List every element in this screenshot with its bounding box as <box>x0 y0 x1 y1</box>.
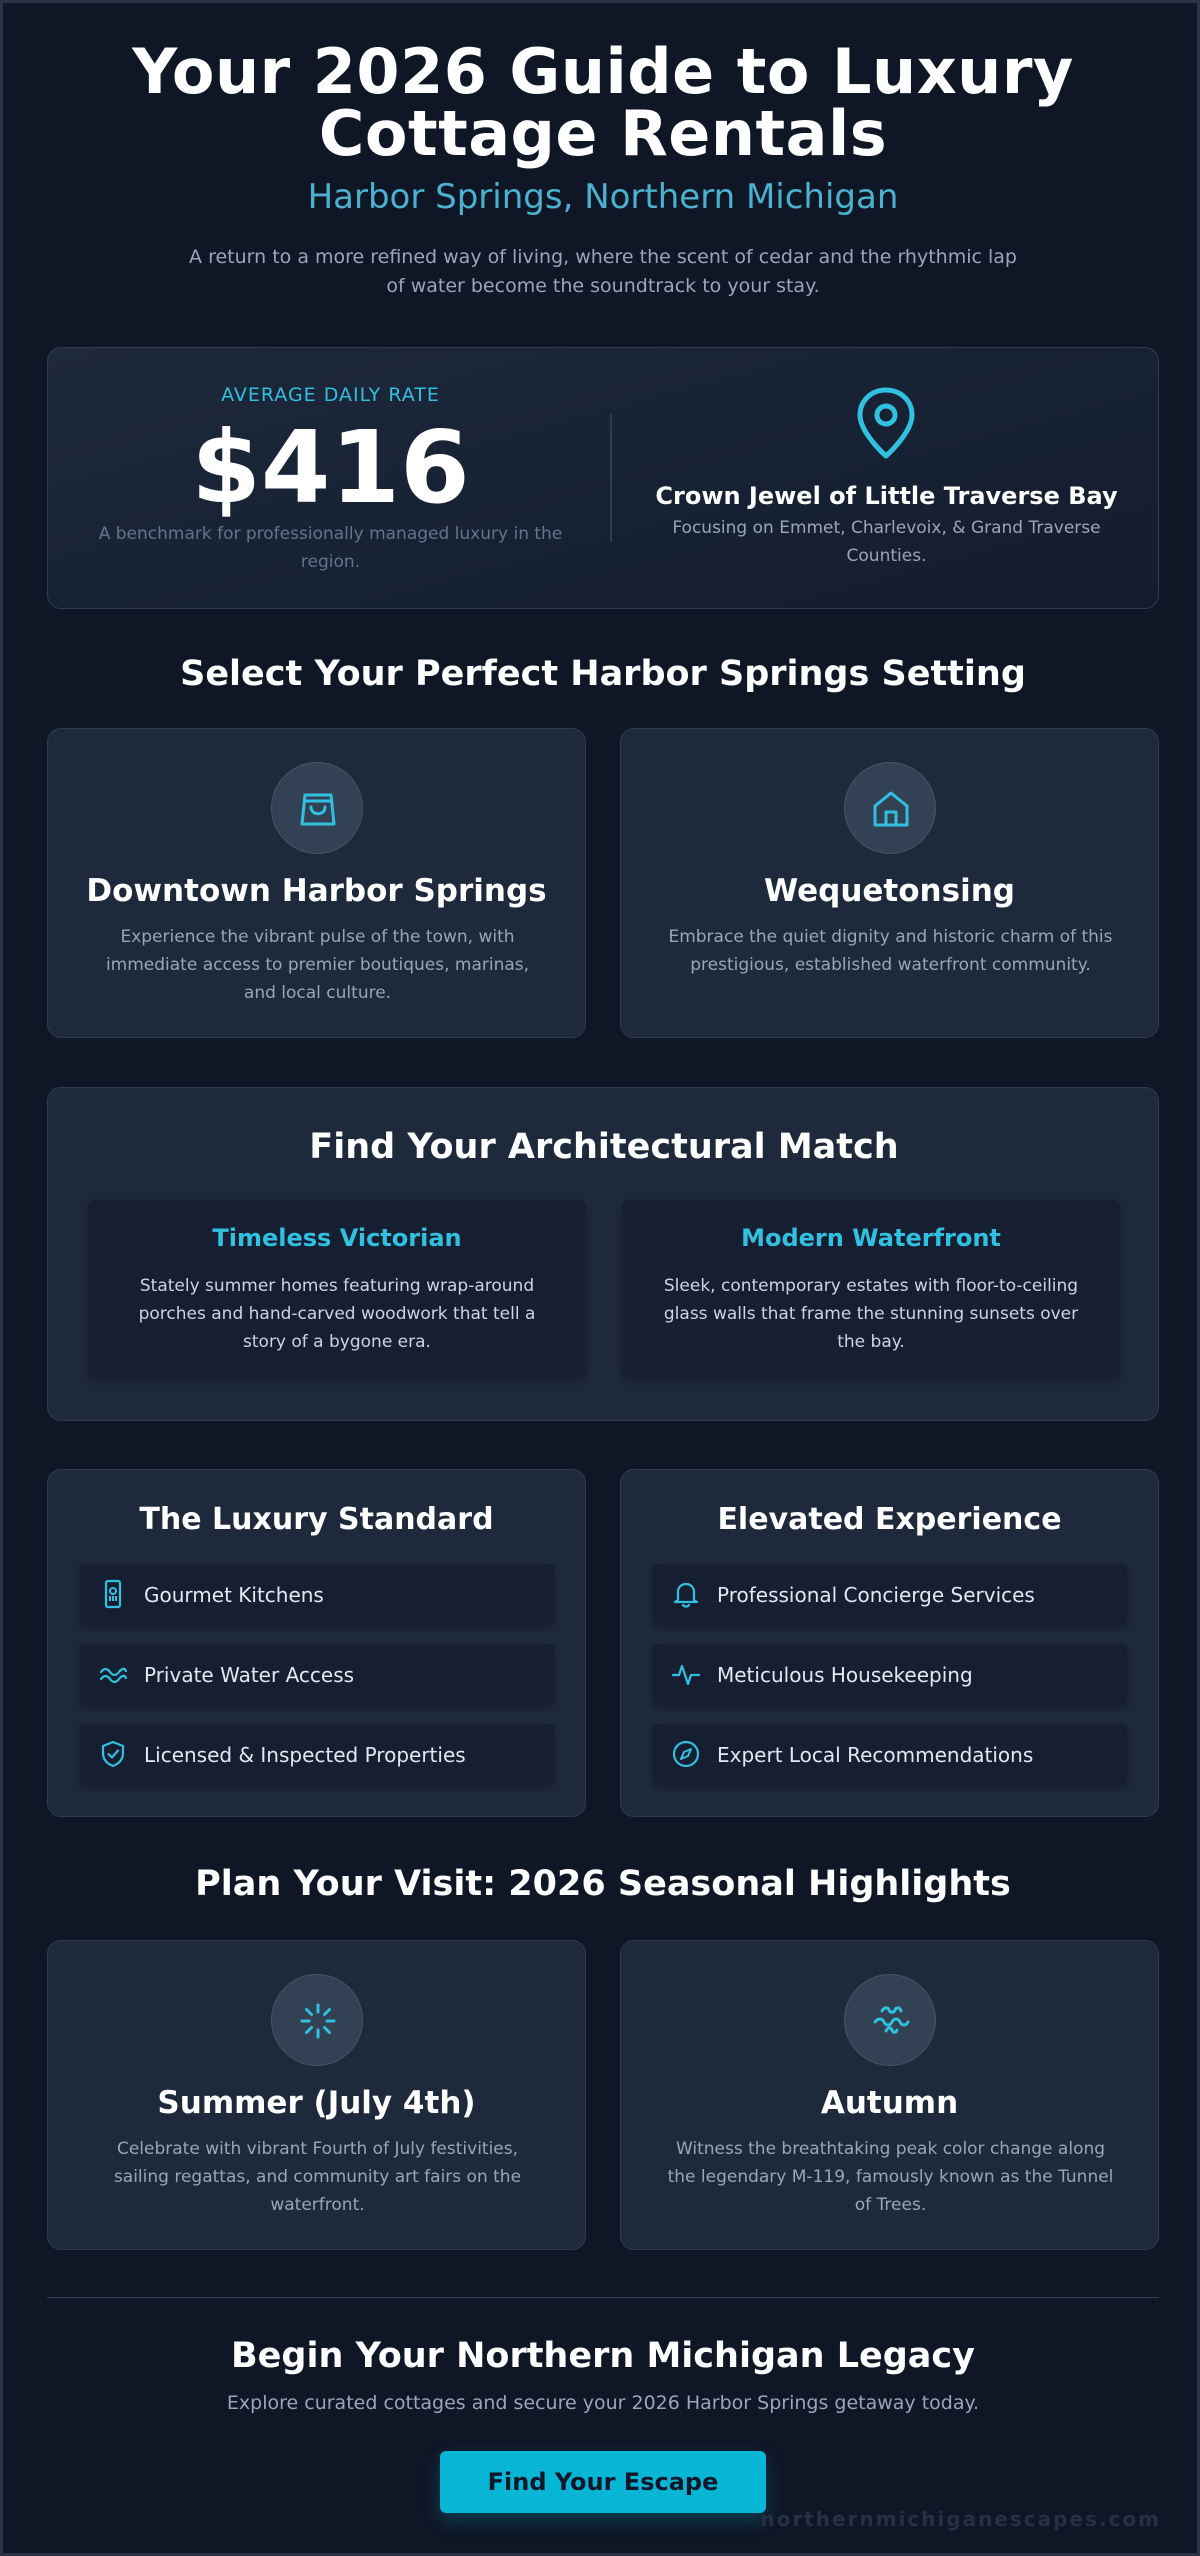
setting-card-title: Downtown Harbor Springs <box>86 873 547 909</box>
season-card-autumn[interactable] <box>620 1940 1159 2250</box>
region-block <box>613 348 1160 608</box>
feature-label: Meticulous Housekeeping <box>717 1663 973 1687</box>
refrigerator-icon <box>98 1579 128 1609</box>
feature-item-housekeeping <box>653 1644 1127 1704</box>
intro-line-1: A return to a more refined way of living, where the scent of cedar and the rhythmic lap <box>189 246 1017 268</box>
region-title: Crown Jewel of Little Traverse Bay <box>655 482 1118 510</box>
feature-item-water-access <box>80 1644 554 1704</box>
find-your-escape-button[interactable]: Find Your Escape <box>440 2451 766 2513</box>
feature-item-recommendations <box>653 1724 1127 1784</box>
section-divider <box>47 2297 1159 2298</box>
activity-icon <box>671 1659 701 1689</box>
feature-label: Professional Concierge Services <box>717 1583 1035 1607</box>
seasons-section-title: Plan Your Visit: 2026 Seasonal Highlights <box>195 1864 1011 1904</box>
daily-rate-label: AVERAGE DAILY RATE <box>221 384 440 406</box>
cta-subtitle: Explore curated cottages and secure your 2026 Harbor Springs getaway today. <box>226 2392 980 2414</box>
daily-rate-block <box>48 348 613 608</box>
icon-circle <box>844 762 936 854</box>
architecture-card <box>47 1087 1159 1421</box>
feature-item-kitchens <box>80 1564 554 1624</box>
architecture-option-text-line: story of a bygone era. <box>243 1332 431 1352</box>
luxury-standard-card <box>47 1469 586 1817</box>
daily-rate-note-line-2: region. <box>300 552 361 572</box>
setting-card-text-line: immediate access to premier boutiques, marinas, <box>105 955 530 975</box>
architecture-option-title: Modern Waterfront <box>741 1224 1001 1252</box>
architecture-option-text <box>116 1272 558 1356</box>
setting-card-text-line: Experience the vibrant pulse of the town, with <box>120 927 515 947</box>
architecture-option-victorian[interactable] <box>88 1200 586 1376</box>
setting-card-text <box>641 923 1140 979</box>
region-subtitle-line-1: Focusing on Emmet, Charlevoix, & Grand Traverse <box>672 518 1101 538</box>
rate-stat-card <box>47 347 1159 609</box>
daily-rate-note-line-1: A benchmark for professionally managed luxury in the <box>98 524 563 544</box>
luxury-standard-title: The Luxury Standard <box>139 1502 494 1537</box>
shopping-bag-icon <box>297 788 339 830</box>
home-icon <box>870 788 912 830</box>
season-card-text <box>68 2135 567 2219</box>
architecture-option-title: Timeless Victorian <box>212 1224 462 1252</box>
setting-card-wequetonsing[interactable] <box>620 728 1159 1038</box>
season-card-text-line: of Trees. <box>854 2195 927 2215</box>
setting-card-downtown[interactable] <box>47 728 586 1038</box>
setting-card-text-line: Embrace the quiet dignity and historic charm of this <box>668 927 1113 947</box>
settings-section-title: Select Your Perfect Harbor Springs Setting <box>180 654 1026 694</box>
icon-circle <box>844 1974 936 2066</box>
feature-label: Gourmet Kitchens <box>144 1583 324 1607</box>
page-subtitle: Harbor Springs, Northern Michigan <box>307 177 899 217</box>
bell-icon <box>671 1579 701 1609</box>
feature-label: Expert Local Recommendations <box>717 1743 1034 1767</box>
stat-divider <box>610 414 612 542</box>
icon-circle <box>271 762 363 854</box>
season-card-title: Summer (July 4th) <box>157 2085 476 2121</box>
architecture-option-text-line: porches and hand-carved woodwork that tell a <box>138 1304 536 1324</box>
architecture-option-modern[interactable] <box>622 1200 1120 1376</box>
map-pin-icon <box>851 384 921 464</box>
elevated-experience-title: Elevated Experience <box>717 1502 1062 1537</box>
feature-label: Licensed & Inspected Properties <box>144 1743 466 1767</box>
architecture-option-text-line: Stately summer homes featuring wrap-around <box>139 1276 535 1296</box>
architecture-title: Find Your Architectural Match <box>309 1127 899 1167</box>
season-card-summer[interactable] <box>47 1940 586 2250</box>
intro-text <box>158 243 1048 301</box>
architecture-option-text <box>650 1272 1092 1356</box>
elevated-experience-card <box>620 1469 1159 1817</box>
wind-icon <box>870 2000 912 2042</box>
season-card-text-line: sailing regattas, and community art fairs on the <box>113 2167 522 2187</box>
region-subtitle-line-2: Counties. <box>846 546 927 566</box>
page-title <box>3 35 1200 170</box>
season-card-text-line: Witness the breathtaking peak color change along <box>675 2139 1106 2159</box>
feature-label: Private Water Access <box>144 1663 355 1687</box>
season-card-text-line: the legendary M-119, famously known as the Tunnel <box>667 2167 1114 2187</box>
icon-circle <box>271 1974 363 2066</box>
architecture-option-text-line: the bay. <box>837 1332 905 1352</box>
daily-rate-value: $416 <box>191 409 470 526</box>
feature-item-licensed <box>80 1724 554 1784</box>
cta-title: Begin Your Northern Michigan Legacy <box>231 2336 975 2376</box>
page-title-line-1: Your 2026 Guide to Luxury <box>132 35 1074 108</box>
setting-card-text-line: prestigious, established waterfront community. <box>690 955 1091 975</box>
waves-icon <box>98 1659 128 1689</box>
season-card-title: Autumn <box>820 2085 959 2121</box>
setting-card-text <box>68 923 567 1007</box>
setting-card-title: Wequetonsing <box>764 873 1015 909</box>
season-card-text-line: waterfront. <box>270 2195 365 2215</box>
shield-check-icon <box>98 1739 128 1769</box>
footer-url[interactable]: northernmichiganescapes.com <box>760 2507 1161 2531</box>
setting-card-text-line: and local culture. <box>243 983 392 1003</box>
region-subtitle <box>633 514 1140 570</box>
architecture-option-text-line: glass walls that frame the stunning sunsets over <box>663 1304 1079 1324</box>
architecture-option-text-line: Sleek, contemporary estates with floor-to-ceiling <box>663 1276 1079 1296</box>
intro-line-2: of water become the soundtrack to your stay. <box>386 275 820 297</box>
season-card-text-line: Celebrate with vibrant Fourth of July festivities, <box>116 2139 519 2159</box>
compass-icon <box>671 1739 701 1769</box>
page-title-line-2: Cottage Rentals <box>318 97 888 170</box>
season-card-text <box>641 2135 1140 2219</box>
feature-item-concierge <box>653 1564 1127 1624</box>
daily-rate-note <box>78 520 583 576</box>
sparkle-loader-icon <box>297 2000 339 2042</box>
